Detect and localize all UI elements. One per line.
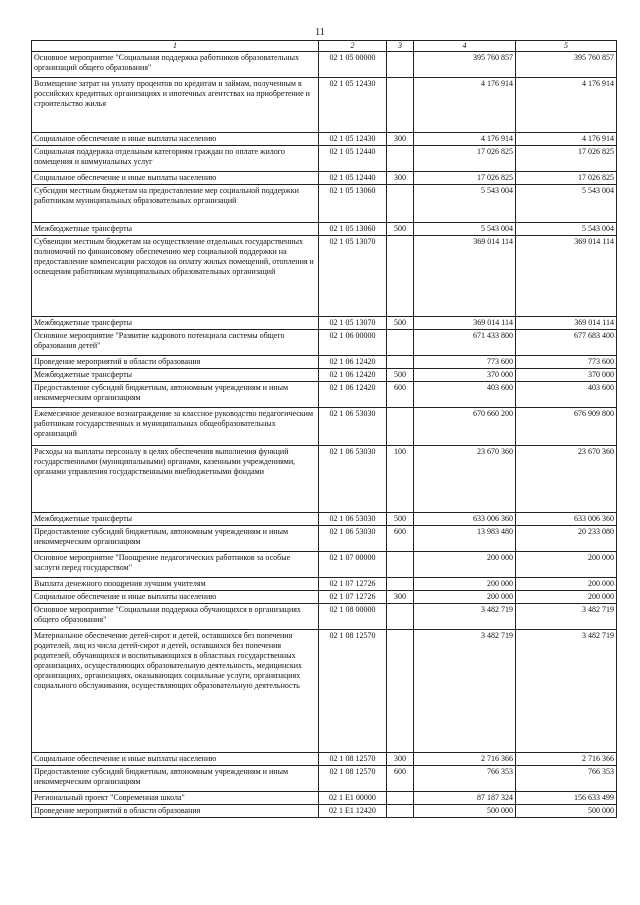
- table-row: [32, 630, 617, 753]
- row-value-2: 5 543 004: [516, 223, 617, 236]
- row-code: 02 1 05 13070: [319, 317, 387, 330]
- row-code: 02 1 06 53030: [319, 526, 387, 552]
- table-row: [32, 223, 617, 236]
- table-body: [32, 52, 617, 818]
- table-row: [32, 146, 617, 172]
- row-value-1: 4 176 914: [414, 133, 516, 146]
- row-type: [387, 356, 414, 369]
- row-name: Предоставление субсидий бюджетным, автономным учреждениям и иным некоммерческим организациям: [32, 382, 319, 408]
- row-value-2: 766 353: [516, 766, 617, 792]
- row-name: Межбюджетные трансферты: [32, 369, 319, 382]
- row-value-1: 395 760 857: [414, 52, 516, 78]
- page-number: 11: [315, 27, 325, 38]
- row-name: Ежемесячное денежное вознаграждение за классное руководство педагогическим работникам государственных и муниципальных общеобразовательных организаций: [32, 408, 319, 446]
- row-type: [387, 185, 414, 223]
- row-type: [387, 52, 414, 78]
- table-row: [32, 408, 617, 446]
- column-header-2: 2: [319, 41, 387, 52]
- row-type: [387, 604, 414, 630]
- row-name: Субсидии местным бюджетам на предоставление мер социальной поддержки работникам муниципальных образовательных организаций: [32, 185, 319, 223]
- row-type: 500: [387, 317, 414, 330]
- row-value-1: 3 482 719: [414, 630, 516, 753]
- table-row: [32, 52, 617, 78]
- row-value-2: 4 176 914: [516, 78, 617, 133]
- row-code: 02 1 06 53030: [319, 408, 387, 446]
- row-name: Основное мероприятие "Развитие кадрового потенциала системы общего образования детей": [32, 330, 319, 356]
- row-type: [387, 146, 414, 172]
- row-name: Проведение мероприятий в области образования: [32, 805, 319, 818]
- table-row: [32, 185, 617, 223]
- row-value-1: 500 000: [414, 805, 516, 818]
- row-value-2: 17 026 825: [516, 172, 617, 185]
- row-code: 02 1 E1 00000: [319, 792, 387, 805]
- row-type: [387, 792, 414, 805]
- row-value-2: 500 000: [516, 805, 617, 818]
- row-value-2: 156 633 499: [516, 792, 617, 805]
- row-name: Региональный проект "Современная школа": [32, 792, 319, 805]
- row-name: Возмещение затрат на уплату процентов по кредитам и займам, полученным в российских кредитных организациях и ипотечных агентствах на приобретение и строительство жилья: [32, 78, 319, 133]
- row-code: 02 1 05 13060: [319, 223, 387, 236]
- table-row: [32, 766, 617, 792]
- row-value-1: 671 433 800: [414, 330, 516, 356]
- table-row: [32, 172, 617, 185]
- row-value-1: 5 543 004: [414, 185, 516, 223]
- row-code: 02 1 05 12430: [319, 78, 387, 133]
- row-name: Межбюджетные трансферты: [32, 223, 319, 236]
- row-code: 02 1 05 12430: [319, 133, 387, 146]
- table-row: [32, 792, 617, 805]
- row-value-1: 403 600: [414, 382, 516, 408]
- row-value-2: 773 600: [516, 356, 617, 369]
- row-type: 300: [387, 591, 414, 604]
- table-row: [32, 591, 617, 604]
- row-code: 02 1 06 53030: [319, 446, 387, 513]
- row-value-2: 403 600: [516, 382, 617, 408]
- row-value-2: 369 014 114: [516, 317, 617, 330]
- row-value-2: 633 006 360: [516, 513, 617, 526]
- row-name: Проведение мероприятий в области образования: [32, 356, 319, 369]
- column-header-5: 5: [516, 41, 617, 52]
- row-type: [387, 78, 414, 133]
- row-value-2: 200 000: [516, 578, 617, 591]
- row-value-1: 670 660 200: [414, 408, 516, 446]
- row-value-1: 369 014 114: [414, 317, 516, 330]
- row-value-2: 395 760 857: [516, 52, 617, 78]
- row-value-2: 200 000: [516, 552, 617, 578]
- row-value-1: 200 000: [414, 578, 516, 591]
- row-value-1: 200 000: [414, 591, 516, 604]
- row-type: [387, 408, 414, 446]
- row-value-1: 633 006 360: [414, 513, 516, 526]
- table-row: [32, 578, 617, 591]
- row-type: 100: [387, 446, 414, 513]
- row-code: 02 1 06 12420: [319, 369, 387, 382]
- row-type: [387, 805, 414, 818]
- column-header-3: 3: [387, 41, 414, 52]
- row-value-1: 370 000: [414, 369, 516, 382]
- row-value-1: 13 983 480: [414, 526, 516, 552]
- row-name: Социальное обеспечение и иные выплаты населению: [32, 172, 319, 185]
- table-row: [32, 78, 617, 133]
- row-type: 600: [387, 526, 414, 552]
- row-code: 02 1 06 00000: [319, 330, 387, 356]
- row-value-2: 3 482 719: [516, 604, 617, 630]
- row-type: [387, 330, 414, 356]
- row-type: 600: [387, 382, 414, 408]
- row-type: [387, 630, 414, 753]
- row-value-2: 17 026 825: [516, 146, 617, 172]
- table-row: [32, 133, 617, 146]
- row-code: 02 1 07 12726: [319, 578, 387, 591]
- row-value-1: 2 716 366: [414, 753, 516, 766]
- row-name: Основное мероприятие "Поощрение педагогических работников за особые заслуги перед государством": [32, 552, 319, 578]
- row-value-1: 773 600: [414, 356, 516, 369]
- row-value-1: 23 670 360: [414, 446, 516, 513]
- row-name: Предоставление субсидий бюджетным, автономным учреждениям и иным некоммерческим организациям: [32, 526, 319, 552]
- row-code: 02 1 08 00000: [319, 604, 387, 630]
- row-code: 02 1 06 12420: [319, 382, 387, 408]
- row-name: Межбюджетные трансферты: [32, 513, 319, 526]
- row-code: 02 1 06 12420: [319, 356, 387, 369]
- row-code: 02 1 08 12570: [319, 753, 387, 766]
- row-value-2: 3 482 719: [516, 630, 617, 753]
- row-code: 02 1 05 00000: [319, 52, 387, 78]
- row-code: 02 1 E1 12420: [319, 805, 387, 818]
- row-value-2: 2 716 366: [516, 753, 617, 766]
- table-row: [32, 552, 617, 578]
- row-name: Социальное обеспечение и иные выплаты населению: [32, 753, 319, 766]
- row-name: Предоставление субсидий бюджетным, автономным учреждениям и иным некоммерческим организациям: [32, 766, 319, 792]
- row-value-1: 5 543 004: [414, 223, 516, 236]
- row-name: Материальное обеспечение детей-сирот и детей, оставшихся без попечения родителей, лиц из числа детей-сирот и детей, оставшихся без попечения родителей, обучающихся и воспитывающихся в областных государственных организациях, осуществляющих образовательную деятельность, медицинских организациях, организациях, оказывающих социальные услуги, организациях социального обслуживания, осуществляющих образовательную деятельность: [32, 630, 319, 753]
- row-name: Субвенции местным бюджетам на осуществление отдельных государственных полномочий по финансовому обеспечению мер социальной поддержки на предоставление компенсации расходов на оплату жилых помещений, отопления и освещения работникам муниципальных образовательных организаций: [32, 236, 319, 317]
- row-value-2: 200 000: [516, 591, 617, 604]
- table-row: [32, 753, 617, 766]
- row-type: [387, 552, 414, 578]
- row-value-1: 17 026 825: [414, 172, 516, 185]
- row-type: 300: [387, 753, 414, 766]
- row-type: 500: [387, 513, 414, 526]
- row-type: 300: [387, 133, 414, 146]
- row-code: 02 1 05 13060: [319, 185, 387, 223]
- row-type: [387, 578, 414, 591]
- table-row: [32, 526, 617, 552]
- row-type: [387, 236, 414, 317]
- row-code: 02 1 06 53030: [319, 513, 387, 526]
- table-row: [32, 356, 617, 369]
- table-row: [32, 805, 617, 818]
- row-name: Социальная поддержка отдельным категориям граждан по оплате жилого помещения и коммунальных услуг: [32, 146, 319, 172]
- row-value-2: 676 909 800: [516, 408, 617, 446]
- row-type: 300: [387, 172, 414, 185]
- row-name: Выплата денежного поощрения лучшим учителям: [32, 578, 319, 591]
- row-value-2: 370 000: [516, 369, 617, 382]
- row-type: 500: [387, 223, 414, 236]
- table-row: [32, 446, 617, 513]
- table-row: [32, 236, 617, 317]
- row-name: Основное мероприятие "Социальная поддержка обучающихся в организациях общего образования": [32, 604, 319, 630]
- row-code: 02 1 08 12570: [319, 766, 387, 792]
- table-row: [32, 369, 617, 382]
- table-row: [32, 330, 617, 356]
- row-value-1: 87 187 324: [414, 792, 516, 805]
- table-row: [32, 382, 617, 408]
- row-name: Основное мероприятие "Социальная поддержка работников образовательных организаций общего образования": [32, 52, 319, 78]
- row-value-2: 23 670 360: [516, 446, 617, 513]
- row-name: Расходы на выплаты персоналу в целях обеспечения выполнения функций государственными (муниципальными) органами, казенными учреждениями, органами управления государственными внебюджетными фондами: [32, 446, 319, 513]
- row-value-1: 4 176 914: [414, 78, 516, 133]
- table-row: [32, 604, 617, 630]
- row-value-1: 3 482 719: [414, 604, 516, 630]
- row-code: 02 1 05 12440: [319, 172, 387, 185]
- row-value-2: 677 683 400: [516, 330, 617, 356]
- row-value-1: 17 026 825: [414, 146, 516, 172]
- row-value-2: 369 014 114: [516, 236, 617, 317]
- row-code: 02 1 05 12440: [319, 146, 387, 172]
- row-code: 02 1 08 12570: [319, 630, 387, 753]
- row-code: 02 1 07 00000: [319, 552, 387, 578]
- row-value-1: 200 000: [414, 552, 516, 578]
- row-type: 500: [387, 369, 414, 382]
- table-row: [32, 317, 617, 330]
- row-name: Социальное обеспечение и иные выплаты населению: [32, 133, 319, 146]
- table-header-row: [32, 41, 617, 52]
- table-row: [32, 513, 617, 526]
- row-type: 600: [387, 766, 414, 792]
- row-value-2: 4 176 914: [516, 133, 617, 146]
- row-code: 02 1 05 13070: [319, 236, 387, 317]
- column-header-4: 4: [414, 41, 516, 52]
- row-name: Социальное обеспечение и иные выплаты населению: [32, 591, 319, 604]
- budget-table: [31, 40, 617, 818]
- row-value-1: 766 353: [414, 766, 516, 792]
- row-name: Межбюджетные трансферты: [32, 317, 319, 330]
- column-header-1: 1: [32, 41, 319, 52]
- row-value-2: 20 233 080: [516, 526, 617, 552]
- row-code: 02 1 07 12726: [319, 591, 387, 604]
- row-value-2: 5 543 004: [516, 185, 617, 223]
- row-value-1: 369 014 114: [414, 236, 516, 317]
